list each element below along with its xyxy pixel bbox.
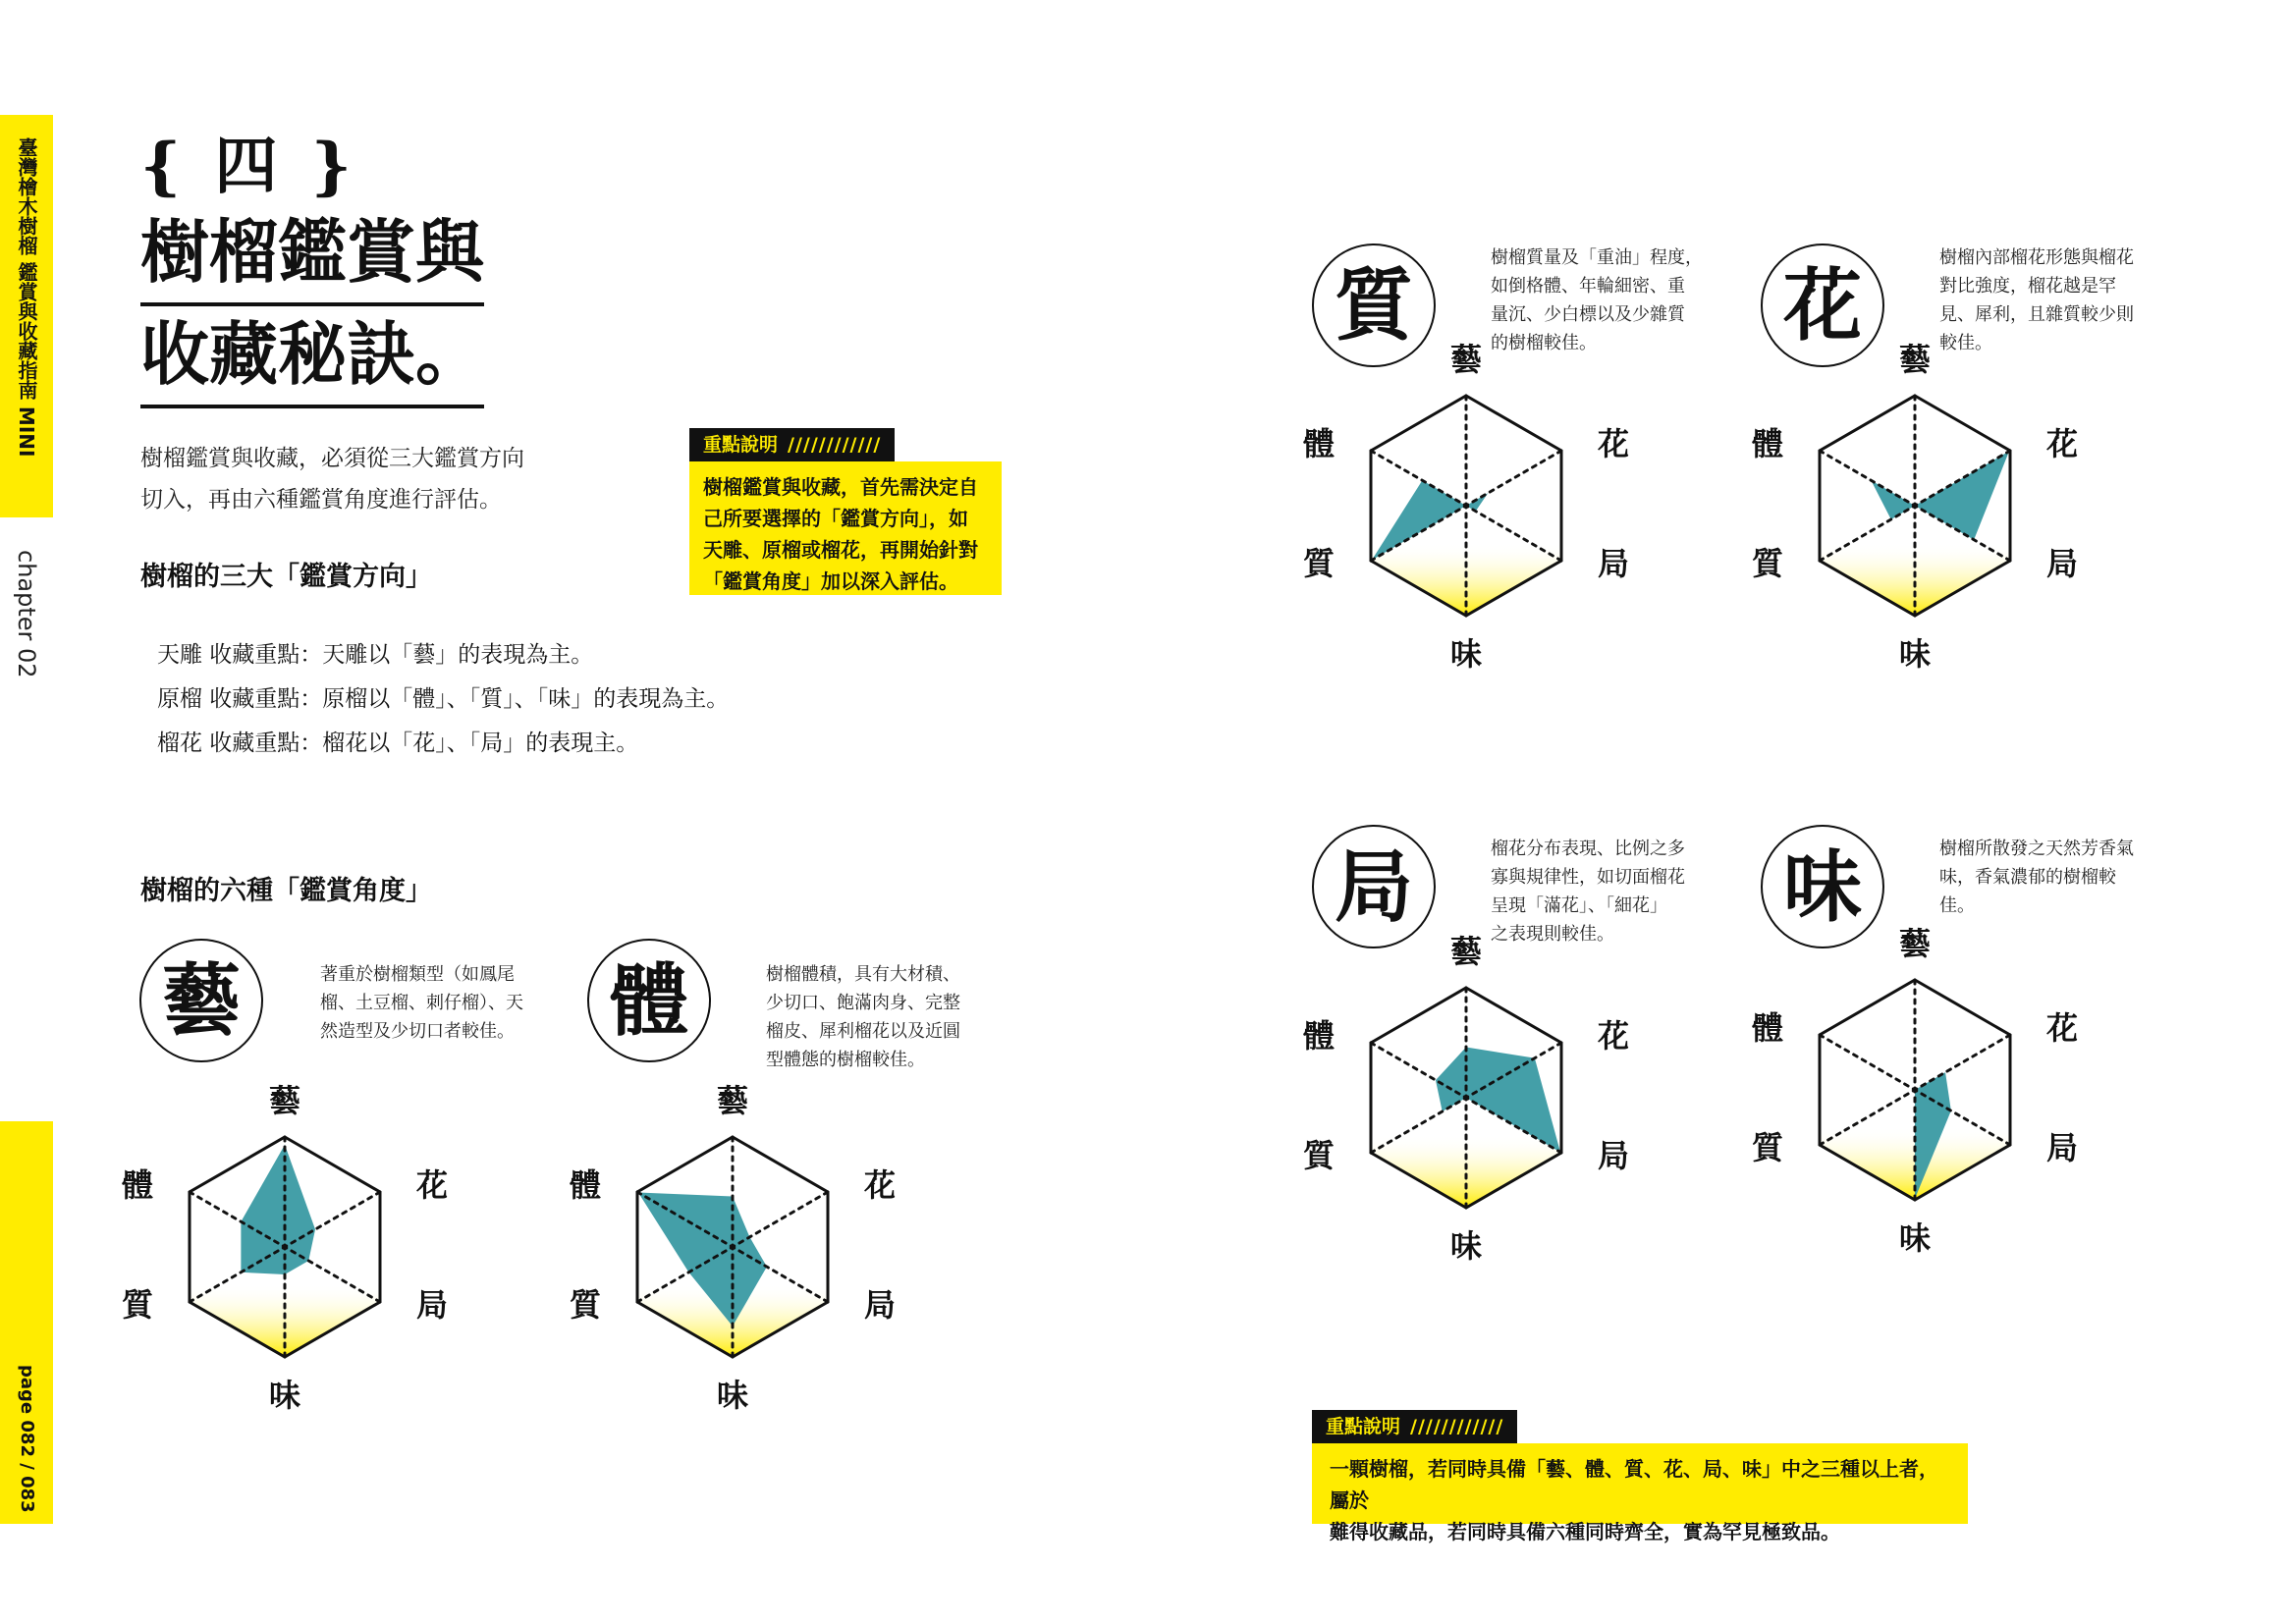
angle-description	[766, 960, 994, 1074]
intro-line: 樹榴鑑賞與收藏，必須從三大鑑賞方向	[140, 446, 524, 471]
description-line: 量沉、少白標以及少雜質	[1491, 304, 1685, 325]
radar-axis-label: 花	[415, 1166, 449, 1204]
note-line: 「鑑賞角度」加以深入評估。	[703, 569, 958, 593]
description-line: 樹榴體積，具有大材積、	[766, 964, 960, 985]
directions-heading: 樹榴的三大「鑑賞方向」	[140, 562, 432, 592]
radar-axis-label: 味	[1898, 635, 1932, 673]
radar-axis-label: 局	[415, 1286, 449, 1324]
radar-axis-label: 質	[121, 1286, 154, 1324]
spine-chapter-label: chapter 02	[13, 550, 40, 678]
radar-axis-label: 花	[1597, 1017, 1630, 1055]
radar-axis-label: 體	[569, 1166, 602, 1204]
description-line: 榴花分布表現、比例之多	[1491, 839, 1685, 859]
radar-axis-label: 藝	[1898, 341, 1932, 378]
radar-axis-label: 藝	[1449, 933, 1483, 970]
description-line: 如倒格體、年輪細密、重	[1491, 276, 1685, 297]
description-line: 之表現則較佳。	[1491, 924, 1614, 945]
intro-line: 切入，再由六種鑑賞角度進行評估。	[140, 487, 502, 513]
direction-item: 原榴 收藏重點：原榴以「體」、「質」、「味」的表現為主。	[157, 686, 730, 712]
description-line: 樹榴所散發之天然芳香氣	[1939, 839, 2134, 859]
angle-badge: 花	[1761, 244, 1884, 367]
radar-axis-label: 藝	[268, 1082, 301, 1119]
key-note-box	[1312, 1443, 1968, 1543]
description-line: 型體態的樹榴較佳。	[766, 1050, 925, 1070]
note-tab-label: 重點說明	[1326, 1416, 1401, 1437]
radar-chart	[1289, 319, 1643, 673]
radar-axis-label: 藝	[1449, 341, 1483, 378]
angle-badge: 味	[1761, 825, 1884, 948]
note-tab-slashes: ////////////	[788, 434, 882, 456]
radar-axis-label: 體	[1751, 425, 1784, 462]
description-line: 呈現「滿花」、「細花」	[1491, 895, 1667, 916]
radar-axis-label: 局	[1597, 1137, 1630, 1174]
description-line: 榴、土豆榴、刺仔榴）、天	[320, 993, 523, 1013]
description-line: 榴皮、犀利榴花以及近圓	[766, 1021, 960, 1042]
directions-list	[157, 633, 729, 766]
radar-axis-label: 局	[2045, 1129, 2079, 1166]
key-note-box	[689, 461, 1002, 595]
radar-axis-label: 花	[2045, 1009, 2079, 1047]
note-tab	[689, 428, 895, 461]
radar-axis-label: 質	[1302, 1137, 1335, 1174]
radar-data-area	[241, 1145, 315, 1274]
radar-data-area	[1871, 452, 2009, 540]
radar-axis-label: 味	[1898, 1219, 1932, 1257]
radar-axis-label: 味	[716, 1377, 749, 1414]
radar-axis-label: 質	[569, 1286, 602, 1324]
note-line: 樹榴鑑賞與收藏，首先需決定自	[703, 475, 978, 499]
direction-item: 榴花 收藏重點：榴花以「花」、「局」的表現主。	[157, 731, 639, 756]
radar-chart	[1738, 903, 2092, 1257]
radar-axis-label: 局	[2045, 545, 2079, 582]
radar-axis-label: 花	[863, 1166, 897, 1204]
page-title	[140, 204, 484, 408]
section-number: { 四 }	[140, 130, 357, 203]
radar-axis-label: 味	[1449, 635, 1483, 673]
radar-axis-label: 花	[1597, 425, 1630, 462]
angle-badge: 體	[587, 939, 711, 1062]
description-line: 少切口、飽滿肉身、完整	[766, 993, 960, 1013]
intro-paragraph	[140, 438, 592, 520]
radar-chart	[1289, 911, 1643, 1265]
note-line: 天雕、原榴或榴花，再開始針對	[703, 538, 978, 562]
page-number: page 082 / 083	[17, 1365, 37, 1513]
radar-axis-label: 藝	[716, 1082, 749, 1119]
note-tab-label: 重點說明	[703, 434, 779, 456]
radar-axis-label: 體	[1751, 1009, 1784, 1047]
description-line: 寡與規律性，如切面榴花	[1491, 867, 1685, 888]
radar-axis-label: 花	[2045, 425, 2079, 462]
note-line: 己所要選擇的「鑑賞方向」，如	[703, 507, 968, 530]
radar-chart	[108, 1060, 462, 1414]
description-line: 較佳。	[1939, 333, 1992, 353]
description-line: 著重於樹榴類型（如鳳尾	[320, 964, 515, 985]
note-tab	[1312, 1410, 1517, 1443]
radar-axis-label: 局	[1597, 545, 1630, 582]
radar-axis-label: 局	[863, 1286, 897, 1324]
angle-description	[320, 960, 548, 1046]
description-line: 的樹榴較佳。	[1491, 333, 1597, 353]
radar-axis-label: 體	[121, 1166, 154, 1204]
description-line: 樹榴內部榴花形態與榴花	[1939, 247, 2134, 268]
radar-axis-label: 味	[268, 1377, 301, 1414]
radar-chart	[1738, 319, 2092, 673]
description-line: 樹榴質量及「重油」程度，	[1491, 247, 1703, 268]
page-title-line-1: 樹榴鑑賞與	[140, 204, 484, 306]
angle-badge: 藝	[139, 939, 263, 1062]
description-line: 然造型及少切口者較佳。	[320, 1021, 515, 1042]
spine-book-title: 臺灣檜木樹榴 鑑賞與收藏指南 MINI	[15, 137, 38, 458]
radar-axis-label: 質	[1751, 1129, 1784, 1166]
description-line: 味，香氣濃郁的樹榴較	[1939, 867, 2116, 888]
radar-axis-label: 體	[1302, 1017, 1335, 1055]
description-line: 對比強度，榴花越是罕	[1939, 276, 2116, 297]
radar-axis-label: 質	[1751, 545, 1784, 582]
radar-chart	[556, 1060, 909, 1414]
angle-badge: 質	[1312, 244, 1436, 367]
direction-item: 天雕 收藏重點：天雕以「藝」的表現為主。	[157, 642, 594, 668]
radar-axis-label: 體	[1302, 425, 1335, 462]
radar-axis-label: 質	[1302, 545, 1335, 582]
description-line: 佳。	[1939, 895, 1975, 916]
angle-badge: 局	[1312, 825, 1436, 948]
note-tab-slashes: ////////////	[1410, 1416, 1504, 1437]
note-line: 難得收藏品，若同時具備六種同時齊全，實為罕見極致品。	[1330, 1520, 1840, 1543]
description-line: 見、犀利，且雜質較少則	[1939, 304, 2134, 325]
note-line: 一顆樹榴，若同時具備「藝、體、質、花、局、味」中之三種以上者，屬於	[1330, 1457, 1938, 1512]
radar-axis-label: 藝	[1898, 925, 1932, 962]
page-title-line-2: 收藏秘訣。	[140, 306, 484, 408]
angles-heading: 樹榴的六種「鑑賞角度」	[140, 876, 432, 906]
radar-axis-label: 味	[1449, 1227, 1483, 1265]
